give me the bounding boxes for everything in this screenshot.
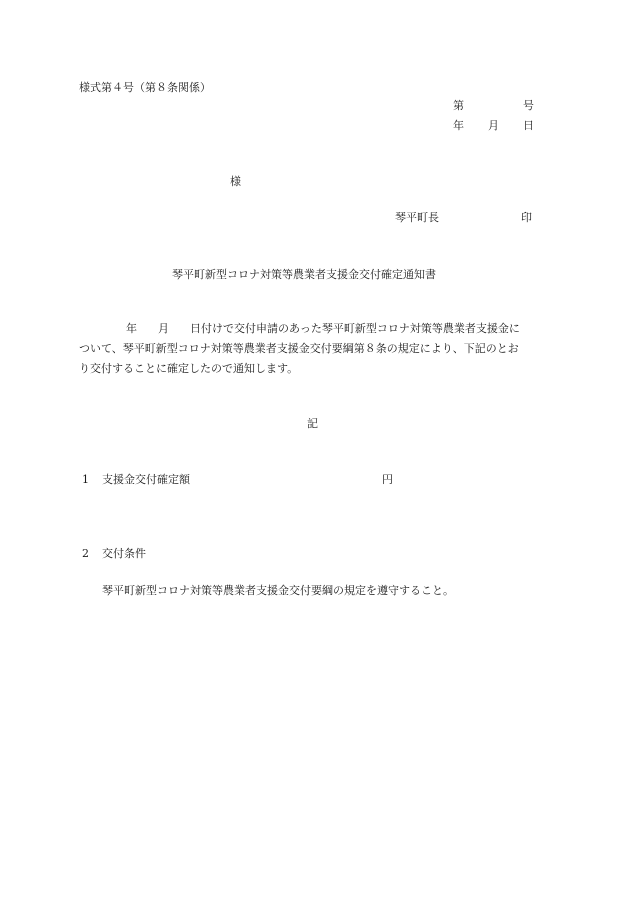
document-title: 琴平町新型コロナ対策等農業者支援金交付確定通知書	[172, 268, 436, 281]
item-2-number: 2	[82, 547, 89, 560]
item-2-label: 交付条件	[102, 547, 146, 560]
body-line-1-text: 日付けで交付申請のあった琴平町新型コロナ対策等農業者支援金に	[190, 322, 520, 335]
seal-mark: 印	[521, 211, 532, 224]
item-1-number: 1	[82, 473, 89, 486]
document-number-suffix: 号	[523, 99, 534, 112]
date-day-label: 日	[523, 119, 534, 132]
addressee-honorific: 様	[230, 175, 241, 188]
date-year-label: 年	[453, 119, 464, 132]
issuer-name: 琴平町長	[395, 211, 439, 224]
form-number: 様式第４号（第８条関係）	[79, 81, 211, 94]
body-paragraph-line-2: ついて、琴平町新型コロナ対策等農業者支援金交付要綱第８条の規定により、下記のとお	[79, 342, 519, 355]
item-1-label: 支援金交付確定額	[102, 473, 190, 486]
body-paragraph-line-3: り交付することに確定したので通知します。	[79, 362, 299, 375]
body-month-label: 月	[158, 322, 169, 335]
body-paragraph-line-1	[126, 323, 520, 334]
body-year-label: 年	[126, 322, 137, 335]
date-month-label: 月	[488, 119, 499, 132]
document-number-prefix: 第	[453, 99, 464, 112]
ki-heading: 記	[307, 417, 318, 430]
item-2-text: 琴平町新型コロナ対策等農業者支援金交付要綱の規定を遵守すること。	[102, 584, 454, 597]
item-1-unit: 円	[382, 473, 393, 486]
